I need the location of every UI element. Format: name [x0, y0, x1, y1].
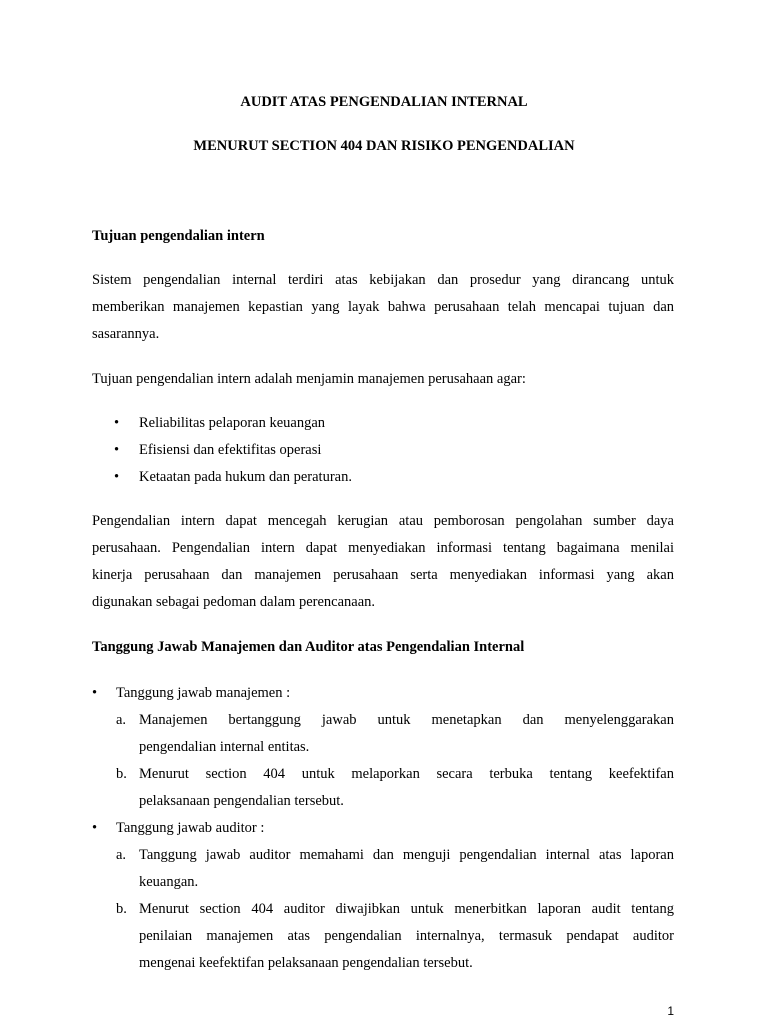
paragraph-tujuan-intern [92, 366, 674, 393]
list-item [92, 464, 352, 491]
bullet-icon: • [114, 442, 120, 458]
sub-item-line: pengendalian internal entitas. [139, 739, 310, 755]
sub-item-line: Tanggung jawab auditor memahami dan menguji pengendalian internal atas laporan [139, 847, 674, 863]
responsibility-label: Tanggung jawab auditor : [116, 820, 265, 836]
sub-item-line: Manajemen bertanggung jawab untuk menetapkan dan menyelenggarakan [139, 712, 674, 728]
list-item-text: Ketaatan pada hukum dan peraturan. [139, 469, 352, 485]
document-title-line2: MENURUT SECTION 404 DAN RISIKO PENGENDALIAN [193, 138, 575, 154]
list-marker: b. [116, 766, 127, 782]
objectives-bullet-list [92, 410, 352, 491]
sub-item-line: Menurut section 404 auditor diwajibkan untuk menerbitkan laporan audit tentang [139, 901, 674, 917]
bullet-icon: • [114, 415, 120, 431]
paragraph-line: Tujuan pengendalian intern adalah menjamin manajemen perusahaan agar: [92, 371, 526, 387]
responsibility-list [92, 680, 674, 977]
paragraph-line: perusahaan. Pengendalian intern dapat menyediakan informasi tentang bagaimana menilai [92, 540, 674, 556]
sub-item-line: Menurut section 404 untuk melaporkan secara terbuka tentang keefektifan [139, 766, 674, 782]
sub-list [92, 707, 674, 815]
paragraph-line: sasarannya. [92, 326, 160, 342]
paragraph-line: Pengendalian intern dapat mencegah kerugian atau pemborosan pengolahan sumber daya [92, 513, 674, 529]
sub-list-item [92, 707, 674, 761]
sub-item-line: keuangan. [139, 874, 199, 890]
paragraph-sistem-pengendalian [92, 267, 674, 348]
list-item [92, 437, 352, 464]
paragraph-line: memberikan manajemen kepastian yang layak bahwa perusahaan telah mencapai tujuan dan [92, 299, 674, 315]
list-item-text: Efisiensi dan efektifitas operasi [139, 442, 322, 458]
sub-item-line: mengenai keefektifan pelaksanaan pengendalian tersebut. [139, 955, 473, 971]
list-marker: a. [116, 847, 127, 863]
paragraph-line: digunakan sebagai pedoman dalam perencanaan. [92, 594, 376, 610]
paragraph-line: kinerja perusahaan dan manajemen perusahaan serta menyediakan informasi yang akan [92, 567, 674, 583]
bullet-icon: • [114, 469, 120, 485]
responsibility-item-auditor [92, 815, 674, 977]
section-heading-tanggung-jawab: Tanggung Jawab Manajemen dan Auditor atas Pengendalian Internal [92, 639, 525, 655]
paragraph-pengendalian-intern [92, 508, 674, 616]
responsibility-heading [92, 815, 674, 842]
sub-list-item [92, 761, 674, 815]
bullet-icon: • [92, 685, 98, 701]
bullet-icon: • [92, 820, 98, 836]
section-heading-tujuan: Tujuan pengendalian intern [92, 228, 265, 244]
sub-list [92, 842, 674, 977]
list-item-text: Reliabilitas pelaporan keuangan [139, 415, 326, 431]
list-marker: b. [116, 901, 127, 917]
page-number: 1 [667, 1004, 674, 1018]
sub-item-line: penilaian manajemen atas pengendalian internalnya, termasuk pendapat auditor [139, 928, 674, 944]
paragraph-line: Sistem pengendalian internal terdiri atas kebijakan dan prosedur yang dirancang untuk [92, 272, 674, 288]
sub-list-item [92, 896, 674, 977]
sub-list-item [92, 842, 674, 896]
responsibility-heading [92, 680, 674, 707]
list-marker: a. [116, 712, 127, 728]
list-item [92, 410, 352, 437]
sub-item-line: pelaksanaan pengendalian tersebut. [139, 793, 344, 809]
responsibility-label: Tanggung jawab manajemen : [116, 685, 291, 701]
responsibility-item-manajemen [92, 680, 674, 815]
document-title-line1: AUDIT ATAS PENGENDALIAN INTERNAL [240, 94, 528, 110]
